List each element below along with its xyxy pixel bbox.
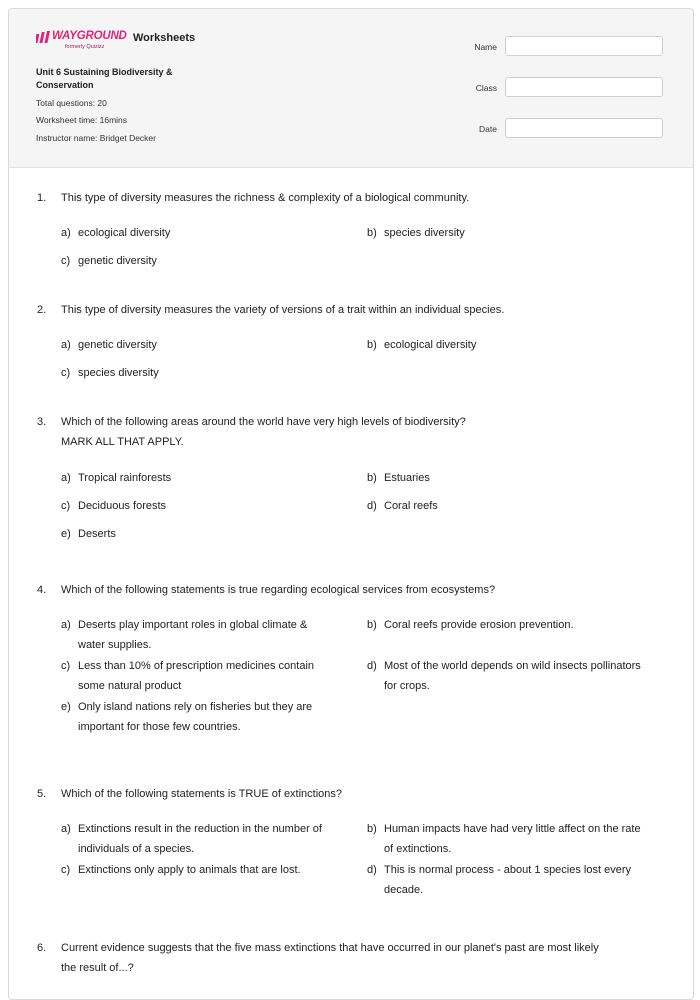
option-letter: a): [61, 339, 71, 351]
option-text: Estuaries: [384, 472, 430, 484]
option-letter: d): [367, 500, 377, 512]
option-text: Tropical rainforests: [78, 472, 172, 484]
option-text-line: Human impacts have had very little affect on the rate: [384, 823, 641, 835]
question-number: 6.: [37, 942, 47, 954]
option-letter: c): [61, 864, 71, 876]
option-text-line: Most of the world depends on wild insects pollinators: [384, 660, 641, 672]
class-field[interactable]: [505, 77, 663, 97]
question-number: 4.: [37, 584, 47, 596]
option-letter: b): [367, 472, 377, 484]
option-text: [384, 860, 674, 900]
option-text: Extinctions only apply to animals that are lost.: [78, 864, 301, 876]
logo-wordmark: WAYGROUND: [52, 30, 127, 42]
option-text-line: decade.: [384, 884, 424, 896]
option-text: [78, 656, 348, 696]
option-text-line: This is normal process - about 1 species lost every: [384, 864, 631, 876]
question-number: 2.: [37, 304, 47, 316]
option-text: [78, 697, 348, 737]
worksheet-time: Worksheet time: 16mins: [36, 115, 128, 125]
option-letter: e): [61, 701, 71, 713]
option-text-line: Only island nations rely on fisheries but they are: [78, 701, 313, 713]
logo-subtitle: formerly Quizizz: [65, 44, 105, 50]
option-letter: a): [61, 227, 71, 239]
worksheet-title: Unit 6 Sustaining Biodiversity & Conservation: [36, 67, 173, 90]
option-letter: b): [367, 227, 377, 239]
name-field[interactable]: [505, 36, 663, 56]
option-text-line: Deserts play important roles in global climate &: [78, 619, 308, 631]
option-text: Coral reefs: [384, 500, 438, 512]
question-text: Which of the following statements is true regarding ecological services from ecosystems?: [61, 584, 496, 596]
option-text-line: water supplies.: [78, 639, 152, 651]
question-text: [61, 938, 661, 978]
instructor-name: Instructor name: Bridget Decker: [36, 133, 156, 143]
option-letter: a): [61, 472, 71, 484]
question-text-line: Current evidence suggests that the five mass extinctions that have occurred in our planet's past are most likely: [61, 942, 599, 954]
option-text-line: Extinctions result in the reduction in the number of: [78, 823, 322, 835]
option-text: species diversity: [384, 227, 465, 239]
option-text-line: of extinctions.: [384, 843, 452, 855]
name-label: Name: [474, 42, 497, 52]
option-text: Deciduous forests: [78, 500, 167, 512]
option-letter: b): [367, 339, 377, 351]
option-letter: a): [61, 823, 71, 835]
option-letter: d): [367, 864, 377, 876]
question-text: This type of diversity measures the richness & complexity of a biological community.: [61, 192, 470, 204]
option-text: [384, 656, 674, 696]
option-text-line: important for those few countries.: [78, 721, 241, 733]
date-label: Date: [479, 124, 497, 134]
worksheet-header: [9, 9, 693, 168]
brand: [36, 30, 236, 54]
option-letter: b): [367, 823, 377, 835]
option-letter: d): [367, 660, 377, 672]
worksheet-page: [8, 8, 694, 1000]
option-text: ecological diversity: [78, 227, 171, 239]
option-text: species diversity: [78, 367, 159, 379]
product-name: Worksheets: [133, 32, 196, 44]
option-text: genetic diversity: [78, 255, 157, 267]
option-letter: c): [61, 500, 71, 512]
option-letter: b): [367, 619, 377, 631]
option-letter: a): [61, 619, 71, 631]
question-number: 3.: [37, 416, 47, 428]
date-field[interactable]: [505, 118, 663, 138]
question-text-line: the result of...?: [61, 962, 134, 974]
wayground-logo: [36, 30, 128, 54]
option-letter: c): [61, 367, 71, 379]
question-text-line: MARK ALL THAT APPLY.: [61, 436, 184, 448]
option-text-line: for crops.: [384, 680, 430, 692]
question-text-line: Which of the following areas around the world have very high levels of biodiversity?: [61, 416, 466, 428]
option-text: Deserts: [78, 528, 116, 540]
question-number: 1.: [37, 192, 47, 204]
question-text: [61, 412, 661, 452]
option-text: [78, 615, 348, 655]
option-text-line: Less than 10% of prescription medicines contain: [78, 660, 315, 672]
option-text-line: individuals of a species.: [78, 843, 195, 855]
option-text-line: some natural product: [78, 680, 182, 692]
option-letter: c): [61, 660, 71, 672]
option-letter: e): [61, 528, 71, 540]
question-text: This type of diversity measures the variety of versions of a trait within an individual species.: [61, 304, 505, 316]
option-text: [78, 819, 348, 859]
logo-mark-icon: [36, 31, 52, 44]
option-text: ecological diversity: [384, 339, 477, 351]
class-label: Class: [475, 83, 497, 93]
question-text: Which of the following statements is TRUE of extinctions?: [61, 788, 343, 800]
option-text: Coral reefs provide erosion prevention.: [384, 619, 574, 631]
question-number: 5.: [37, 788, 47, 800]
total-questions: Total questions: 20: [36, 98, 107, 108]
option-letter: c): [61, 255, 71, 267]
option-text: genetic diversity: [78, 339, 157, 351]
option-text: [384, 819, 674, 859]
